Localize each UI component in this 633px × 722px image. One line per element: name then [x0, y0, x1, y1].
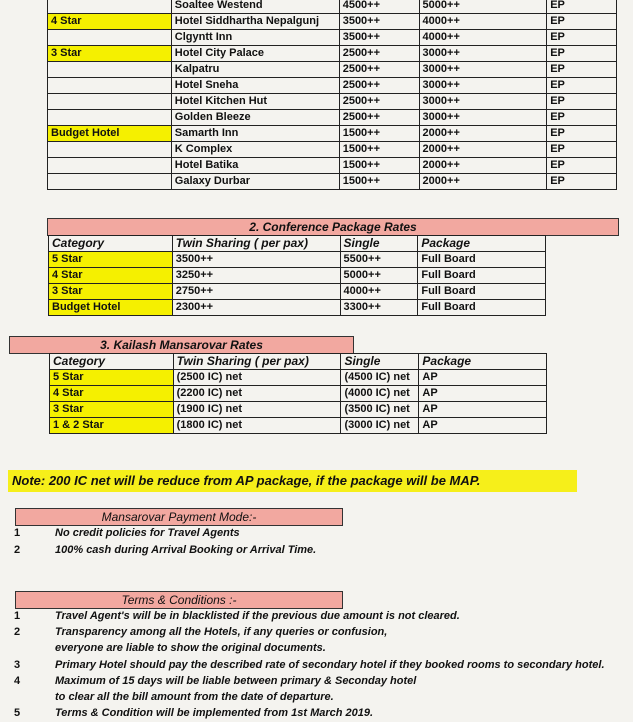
table-row — [48, 142, 617, 158]
category-cell: Budget Hotel — [49, 300, 173, 316]
package-cell: Full Board — [418, 252, 546, 268]
package-cell: EP — [547, 30, 617, 46]
single-rate-cell: 2000++ — [419, 126, 547, 142]
hotel-name-cell: K Complex — [171, 142, 339, 158]
header-single: Single — [341, 354, 419, 370]
single-rate-cell: 5000++ — [340, 268, 418, 284]
twin-rate-cell: (1800 IC) net — [173, 418, 341, 434]
list-item-text: Primary Hotel should pay the described rate of secondary hotel if they booked rooms to secondary hotel. — [55, 658, 605, 671]
single-rate-cell: 5500++ — [340, 252, 418, 268]
payment-mode-title: Mansarovar Payment Mode:- — [15, 508, 343, 526]
table-row — [49, 252, 546, 268]
header-package: Package — [419, 354, 547, 370]
twin-rate-cell: 3500++ — [339, 30, 419, 46]
table-row — [48, 126, 617, 142]
category-cell: Budget Hotel — [48, 126, 172, 142]
hotel-name-cell: Soaltee Westend — [171, 0, 339, 14]
twin-rate-cell: 1500++ — [339, 126, 419, 142]
category-cell: 4 Star — [49, 268, 173, 284]
single-rate-cell: (3000 IC) net — [341, 418, 419, 434]
table-row — [48, 158, 617, 174]
single-rate-cell: 4000++ — [419, 14, 547, 30]
twin-rate-cell: 2500++ — [339, 94, 419, 110]
twin-rate-cell: 3500++ — [172, 252, 340, 268]
table-row — [50, 370, 547, 386]
single-rate-cell: (3500 IC) net — [341, 402, 419, 418]
twin-rate-cell: 3500++ — [339, 14, 419, 30]
single-rate-cell: 3000++ — [419, 46, 547, 62]
table-row — [48, 174, 617, 190]
list-number: 3 — [14, 658, 21, 671]
twin-rate-cell: 4500++ — [339, 0, 419, 14]
twin-rate-cell: 1500++ — [339, 142, 419, 158]
list-item-text: Transparency among all the Hotels, if any queries or confusion, — [55, 626, 388, 639]
category-cell: 1 & 2 Star — [50, 418, 174, 434]
table-row — [50, 402, 547, 418]
category-cell — [48, 0, 172, 14]
twin-rate-cell: (2500 IC) net — [173, 370, 341, 386]
hotel-name-cell: Golden Bleeze — [171, 110, 339, 126]
package-cell: EP — [547, 14, 617, 30]
package-cell: AP — [419, 386, 547, 402]
list-number: 1 — [14, 610, 21, 622]
package-cell: EP — [547, 94, 617, 110]
twin-rate-cell: 2750++ — [172, 284, 340, 300]
header-twin: Twin Sharing ( per pax) — [172, 236, 340, 252]
list-item-text: Terms & Condition will be implemented from 1st March 2019. — [55, 707, 374, 720]
list-number: 5 — [14, 707, 21, 720]
single-rate-cell: 3000++ — [419, 94, 547, 110]
hotel-name-cell: Hotel Sneha — [171, 78, 339, 94]
single-rate-cell: 2000++ — [419, 158, 547, 174]
table-row — [48, 78, 617, 94]
category-cell — [48, 94, 172, 110]
twin-rate-cell: 2300++ — [172, 300, 340, 316]
single-rate-cell: 3000++ — [419, 78, 547, 94]
category-cell: 5 Star — [50, 370, 174, 386]
package-cell: AP — [419, 370, 547, 386]
table-row — [48, 110, 617, 126]
package-cell: EP — [547, 126, 617, 142]
package-cell: EP — [547, 174, 617, 190]
kailash-title: 3. Kailash Mansarovar Rates — [9, 336, 354, 354]
hotel-name-cell: Galaxy Durbar — [171, 174, 339, 190]
twin-rate-cell: 2500++ — [339, 78, 419, 94]
list-item-text: Travel Agent's will be in blacklisted if the previous due amount is not cleared. — [55, 610, 460, 622]
single-rate-cell: 2000++ — [419, 142, 547, 158]
header-category: Category — [50, 354, 174, 370]
category-cell: 3 Star — [50, 402, 174, 418]
single-rate-cell: (4500 IC) net — [341, 370, 419, 386]
terms-title: Terms & Conditions :- — [15, 591, 343, 609]
twin-rate-cell: 1500++ — [339, 158, 419, 174]
single-rate-cell: 4000++ — [419, 30, 547, 46]
package-cell: Full Board — [418, 268, 546, 284]
twin-rate-cell: 2500++ — [339, 62, 419, 78]
hotel-name-cell: Hotel Siddhartha Nepalgunj — [171, 14, 339, 30]
package-cell: EP — [547, 62, 617, 78]
twin-rate-cell: 2500++ — [339, 46, 419, 62]
category-cell — [48, 174, 172, 190]
table-header-row — [50, 354, 547, 370]
conference-rates-table — [48, 235, 546, 316]
category-cell — [48, 142, 172, 158]
hotel-rates-table — [47, 0, 617, 190]
category-cell — [48, 110, 172, 126]
table-row — [49, 284, 546, 300]
package-cell: AP — [419, 418, 547, 434]
table-row — [48, 14, 617, 30]
table-row — [48, 46, 617, 62]
table-row — [48, 62, 617, 78]
single-rate-cell: 5000++ — [419, 0, 547, 14]
package-cell: EP — [547, 142, 617, 158]
single-rate-cell: 4000++ — [340, 284, 418, 300]
category-cell: 4 Star — [50, 386, 174, 402]
package-cell: EP — [547, 0, 617, 14]
hotel-name-cell: Samarth Inn — [171, 126, 339, 142]
twin-rate-cell: 2500++ — [339, 110, 419, 126]
list-number: 2 — [14, 626, 21, 639]
single-rate-cell: (4000 IC) net — [341, 386, 419, 402]
category-cell — [48, 78, 172, 94]
single-rate-cell: 3000++ — [419, 110, 547, 126]
table-row — [50, 386, 547, 402]
table-header-row — [49, 236, 546, 252]
twin-rate-cell: 1500++ — [339, 174, 419, 190]
note-banner: Note: 200 IC net will be reduce from AP package, if the package will be MAP. — [8, 470, 577, 492]
table-row — [48, 30, 617, 46]
category-cell — [48, 62, 172, 78]
table-row — [48, 94, 617, 110]
twin-rate-cell: 3250++ — [172, 268, 340, 284]
hotel-name-cell: Kalpatru — [171, 62, 339, 78]
twin-rate-cell: (2200 IC) net — [173, 386, 341, 402]
category-cell: 4 Star — [48, 14, 172, 30]
single-rate-cell: 3300++ — [340, 300, 418, 316]
package-cell: EP — [547, 78, 617, 94]
hotel-name-cell: Hotel Kitchen Hut — [171, 94, 339, 110]
category-cell: 5 Star — [49, 252, 173, 268]
category-cell: 3 Star — [48, 46, 172, 62]
conference-title: 2. Conference Package Rates — [47, 218, 619, 236]
kailash-rates-table — [49, 353, 547, 434]
category-cell — [48, 30, 172, 46]
package-cell: EP — [547, 46, 617, 62]
package-cell: EP — [547, 158, 617, 174]
list-item-text: everyone are liable to show the original documents. — [55, 642, 326, 655]
table-row — [50, 418, 547, 434]
hotel-name-cell: Hotel City Palace — [171, 46, 339, 62]
single-rate-cell: 2000++ — [419, 174, 547, 190]
table-row — [49, 300, 546, 316]
package-cell: EP — [547, 110, 617, 126]
list-item-text: No credit policies for Travel Agents — [55, 527, 240, 539]
package-cell: Full Board — [418, 284, 546, 300]
twin-rate-cell: (1900 IC) net — [173, 402, 341, 418]
list-number: 1 — [14, 527, 21, 539]
header-package: Package — [418, 236, 546, 252]
header-twin: Twin Sharing ( per pax) — [173, 354, 341, 370]
list-item-text: 100% cash during Arrival Booking or Arrival Time. — [55, 544, 317, 556]
list-number: 4 — [14, 674, 21, 687]
table-row — [49, 268, 546, 284]
package-cell: AP — [419, 402, 547, 418]
header-category: Category — [49, 236, 173, 252]
list-number: 2 — [14, 544, 21, 556]
header-single: Single — [340, 236, 418, 252]
hotel-name-cell: Clgyntt Inn — [171, 30, 339, 46]
category-cell: 3 Star — [49, 284, 173, 300]
package-cell: Full Board — [418, 300, 546, 316]
table-row — [48, 0, 617, 14]
hotel-name-cell: Hotel Batika — [171, 158, 339, 174]
single-rate-cell: 3000++ — [419, 62, 547, 78]
list-item-text: Maximum of 15 days will be liable between primary & Seconday hotel — [55, 674, 417, 687]
category-cell — [48, 158, 172, 174]
list-item-text: to clear all the bill amount from the date of departure. — [55, 691, 334, 703]
